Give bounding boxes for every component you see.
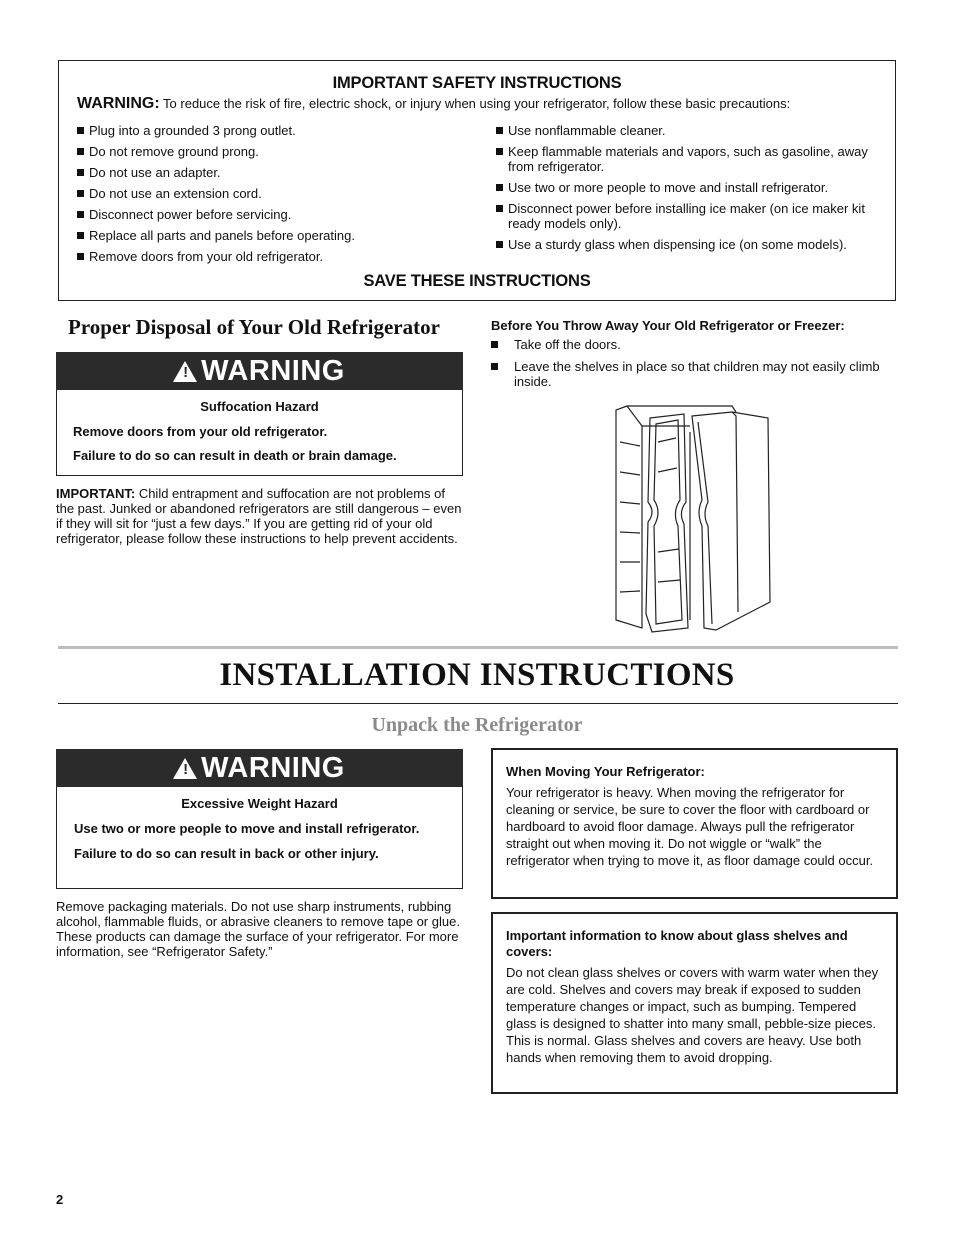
list-item: Disconnect power before servicing. bbox=[77, 207, 477, 222]
remove-packaging-paragraph: Remove packaging materials. Do not use sharp instruments, rubbing alcohol, flammable fluids, or abrasive cleaners to remove tape or glue. These products can damage the surface of your refrigerator. For more information, see “Refrigerator Safety.” bbox=[56, 899, 460, 959]
list-item: Disconnect power before installing ice maker (on ice maker kit ready models only). bbox=[496, 201, 891, 231]
list-item: Leave the shelves in place so that children may not easily climb inside. bbox=[491, 359, 891, 389]
glass-info-box bbox=[491, 912, 898, 1094]
section-divider bbox=[58, 646, 898, 649]
warning-text: To reduce the risk of fire, electric shock, or injury when using your refrigerator, follow these basic precautions: bbox=[163, 96, 791, 111]
warning-triangle-icon: ! bbox=[173, 361, 197, 382]
title-rule bbox=[58, 703, 898, 704]
warning-line: Failure to do so can result in death or brain damage. bbox=[73, 448, 397, 463]
save-instructions: SAVE THESE INSTRUCTIONS bbox=[363, 272, 591, 290]
safety-list-left bbox=[77, 123, 477, 270]
warning-line: Use two or more people to move and install refrigerator. bbox=[74, 821, 420, 836]
list-item: Do not use an extension cord. bbox=[77, 186, 477, 201]
warning-body bbox=[57, 787, 462, 862]
list-item: Take off the doors. bbox=[491, 337, 891, 352]
before-throw-title: Before You Throw Away Your Old Refrigerator or Freezer: bbox=[491, 318, 845, 333]
list-item: Replace all parts and panels before operating. bbox=[77, 228, 477, 243]
list-item: Do not remove ground prong. bbox=[77, 144, 477, 159]
weight-warning-box bbox=[56, 749, 463, 889]
hazard-title: Suffocation Hazard bbox=[200, 399, 319, 414]
warning-header: ! WARNING bbox=[56, 749, 463, 787]
safety-instructions-box bbox=[58, 60, 896, 301]
warning-label: WARNING: bbox=[77, 95, 160, 112]
unpack-heading: Unpack the Refrigerator bbox=[371, 714, 583, 736]
suffocation-warning-box bbox=[56, 352, 463, 476]
list-item: Remove doors from your old refrigerator. bbox=[77, 249, 477, 264]
hazard-title: Excessive Weight Hazard bbox=[181, 796, 338, 811]
before-throw-list bbox=[491, 337, 891, 396]
warning-header: ! WARNING bbox=[56, 352, 463, 390]
disposal-heading: Proper Disposal of Your Old Refrigerator bbox=[68, 315, 440, 339]
safety-warning bbox=[77, 95, 790, 113]
moving-info-box bbox=[491, 748, 898, 899]
warning-line: Remove doors from your old refrigerator. bbox=[73, 424, 328, 439]
page-number: 2 bbox=[56, 1192, 64, 1207]
list-item: Use nonflammable cleaner. bbox=[496, 123, 891, 138]
list-item: Do not use an adapter. bbox=[77, 165, 477, 180]
safety-list-right bbox=[496, 123, 891, 258]
info-text: Your refrigerator is heavy. When moving the refrigerator for cleaning or service, be sure to cover the floor with cardboard or hardboard to avoid floor damage. Always pull the refrigerator straight out when moving it. Do not wiggle or “walk” the refrigerator when trying to move it, as floor damage could occur. bbox=[506, 785, 874, 868]
refrigerator-illustration bbox=[612, 402, 772, 634]
info-title: When Moving Your Refrigerator: bbox=[506, 764, 705, 779]
list-item: Keep flammable materials and vapors, such as gasoline, away from refrigerator. bbox=[496, 144, 891, 174]
safety-title: IMPORTANT SAFETY INSTRUCTIONS bbox=[332, 74, 622, 92]
important-label: IMPORTANT: bbox=[56, 486, 136, 501]
installation-title: INSTALLATION INSTRUCTIONS bbox=[219, 657, 735, 693]
important-paragraph: IMPORTANT: Child entrapment and suffocation are not problems of the past. Junked or abandoned refrigerators are still dangerous – even if they will sit for “just a few days.” If you are getting rid of your old refrigerator, please follow these instructions to help prevent accidents. bbox=[56, 486, 462, 546]
list-item: Plug into a grounded 3 prong outlet. bbox=[77, 123, 477, 138]
list-item: Use two or more people to move and install refrigerator. bbox=[496, 180, 891, 195]
warning-line: Failure to do so can result in back or other injury. bbox=[74, 846, 379, 861]
warning-body bbox=[57, 390, 462, 464]
list-item: Use a sturdy glass when dispensing ice (on some models). bbox=[496, 237, 891, 252]
warning-triangle-icon: ! bbox=[173, 758, 197, 779]
info-text: Do not clean glass shelves or covers with warm water when they are cold. Shelves and covers may break if exposed to sudden temperature changes or impact, such as bumping. Tempered glass is designed to shatter into many small, pebble-size pieces. This is normal. Glass shelves and covers are heavy. Use both hands when removing them to avoid dropping. bbox=[506, 965, 879, 1065]
info-title: Important information to know about glass shelves and covers: bbox=[506, 928, 848, 959]
